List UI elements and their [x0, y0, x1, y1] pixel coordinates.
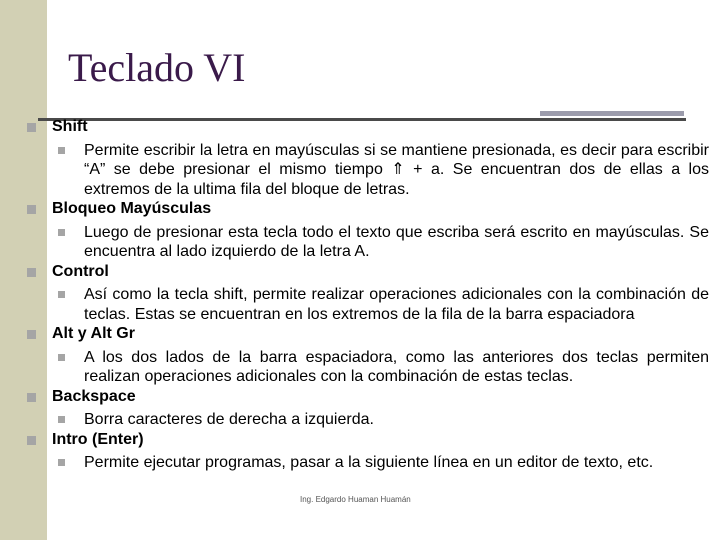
- list-item-backspace: [27, 387, 709, 430]
- list-item-bloqueo-mayusculas: [27, 199, 709, 262]
- square-bullet-icon: [58, 459, 65, 466]
- list-item-intro: [27, 430, 709, 473]
- item-heading: Bloqueo Mayúsculas: [52, 200, 212, 217]
- list-item-control: [27, 262, 709, 325]
- bullet-list: [27, 117, 709, 473]
- square-bullet-icon: [58, 291, 65, 298]
- item-detail: Luego de presionar esta tecla todo el texto que escriba será escrito en mayúsculas. Se encuentra al lado izquierdo de la letra A.: [84, 223, 709, 260]
- square-bullet-icon: [27, 123, 36, 132]
- square-bullet-icon: [58, 229, 65, 236]
- item-detail: Borra caracteres de derecha a izquierda.: [84, 411, 374, 428]
- square-bullet-icon: [27, 330, 36, 339]
- list-item-shift: [27, 117, 709, 199]
- list-item-alt: [27, 324, 709, 387]
- item-heading: Shift: [52, 118, 88, 135]
- item-detail: Permite escribir la letra en mayúsculas si se mantiene presionada, es decir para escribir “A” se debe presionar el mismo tiempo ⇑ + a. Se encuentran dos de ellas a los extremos de la ultima fila del bloque de letras.: [84, 141, 709, 198]
- item-heading: Backspace: [52, 387, 136, 405]
- square-bullet-icon: [27, 436, 36, 445]
- square-bullet-icon: [58, 416, 65, 423]
- item-detail: Permite ejecutar programas, pasar a la siguiente línea en un editor de texto, etc.: [84, 454, 654, 471]
- square-bullet-icon: [27, 205, 36, 214]
- item-heading: Intro (Enter): [52, 430, 144, 448]
- item-detail: Así como la tecla shift, permite realizar operaciones adicionales con la combinación de teclas. Estas se encuentran en los extremos de la fila de la barra espaciadora: [84, 286, 709, 323]
- slide-footer: Ing. Edgardo Huaman Huamán: [300, 495, 411, 504]
- slide-title: Teclado VI: [68, 45, 246, 90]
- square-bullet-icon: [58, 354, 65, 361]
- square-bullet-icon: [58, 147, 65, 154]
- square-bullet-icon: [27, 268, 36, 277]
- item-heading: Control: [52, 262, 109, 280]
- item-detail: A los dos lados de la barra espaciadora, como las anteriores dos teclas permiten realizan operaciones adicionales con la combinación de estas teclas.: [84, 348, 709, 385]
- square-bullet-icon: [27, 393, 36, 402]
- item-heading: Alt y Alt Gr: [52, 325, 135, 342]
- title-accent-bar: [540, 111, 684, 116]
